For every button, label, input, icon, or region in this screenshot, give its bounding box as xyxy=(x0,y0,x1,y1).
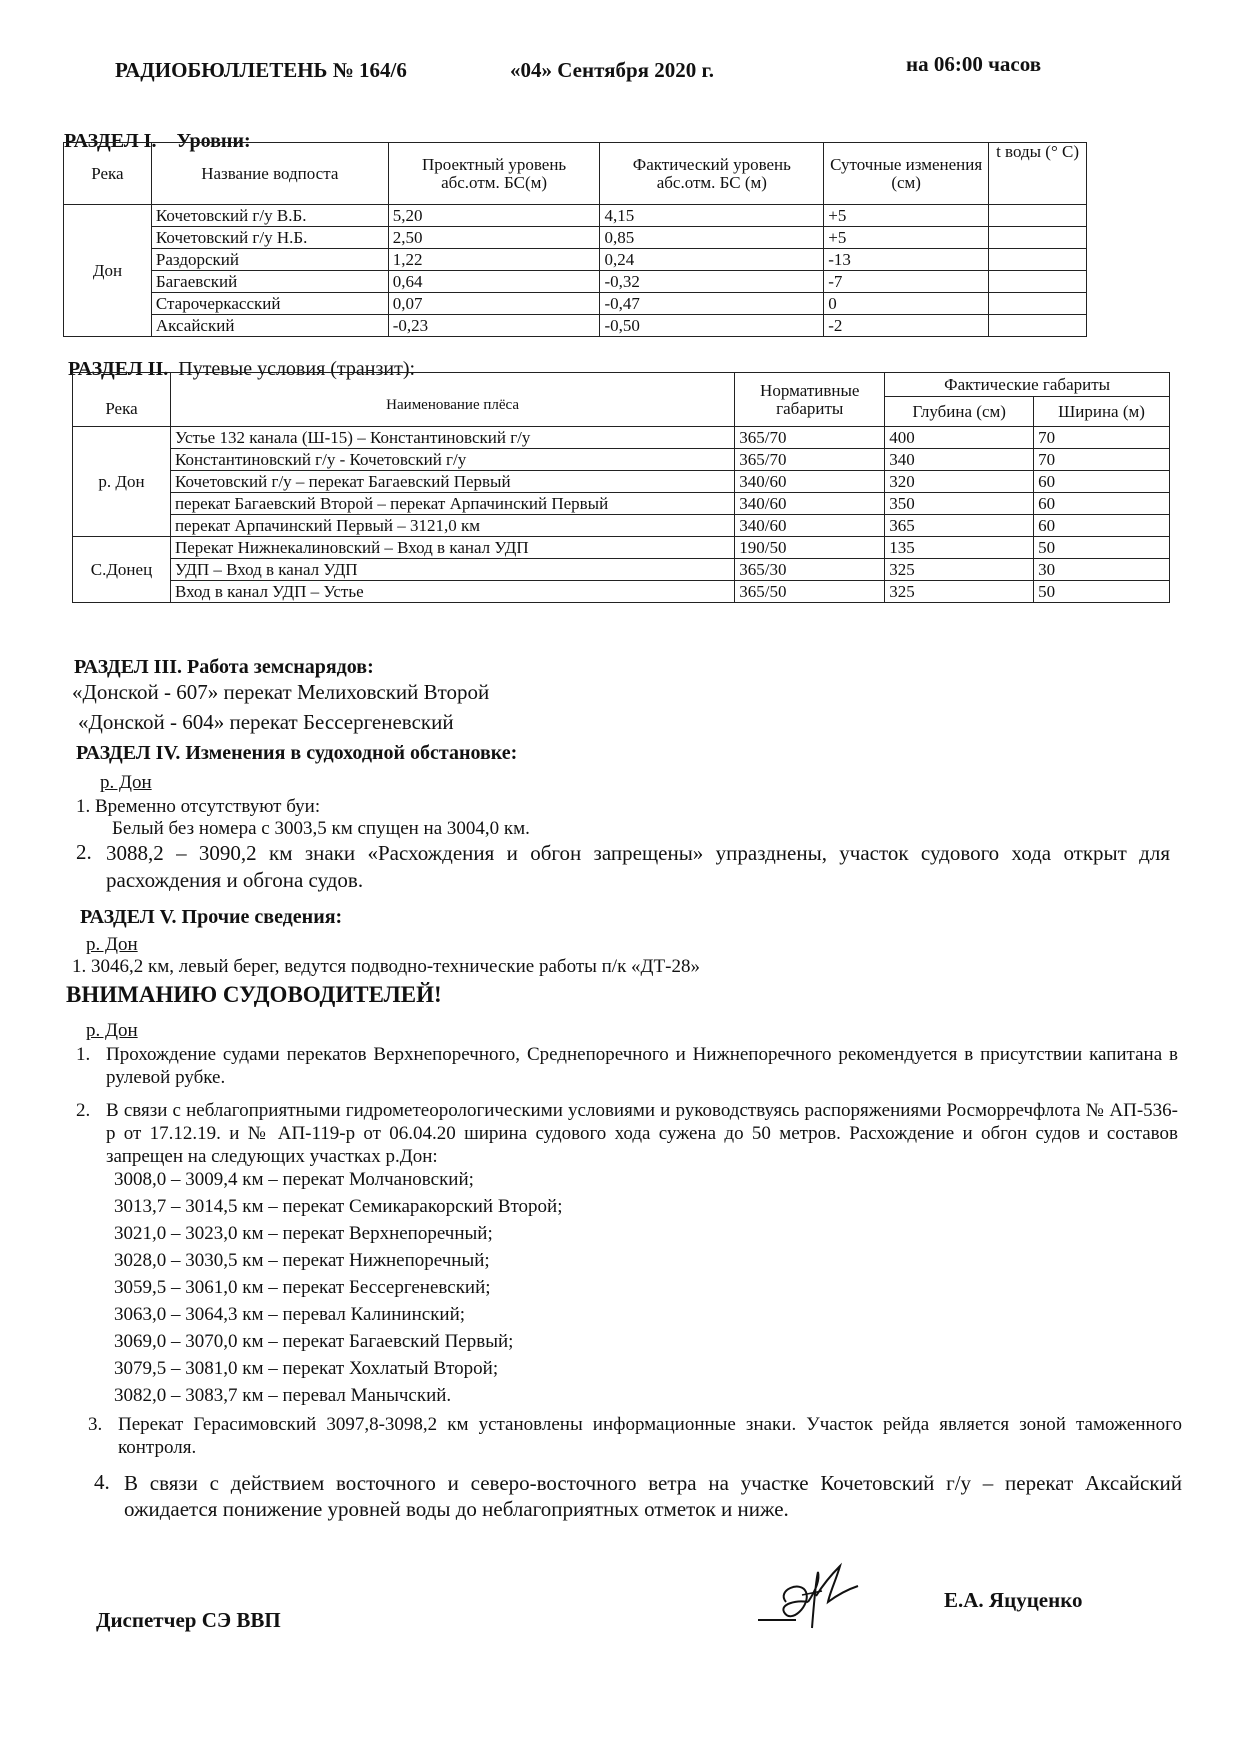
fact-cell: -0,47 xyxy=(600,293,824,315)
transit-river-cell: С.Донец xyxy=(73,537,171,603)
table-row xyxy=(64,227,1087,249)
attention-item3-num: 3. xyxy=(88,1414,103,1435)
transit-table xyxy=(72,372,1170,603)
width-cell: 60 xyxy=(1034,471,1170,493)
post-cell: Багаевский xyxy=(151,271,388,293)
section4-item2-num: 2. xyxy=(76,840,92,864)
transit-header-width: Ширина (м) xyxy=(1034,397,1170,427)
change-cell: 0 xyxy=(824,293,989,315)
list-item: 3063,0 – 3064,3 км – перевал Калининский; xyxy=(114,1304,466,1325)
levels-header-fact: Фактический уровень абс.отм. БС (м) xyxy=(600,143,824,205)
depth-cell: 320 xyxy=(885,471,1034,493)
signer-name: Е.А. Яцуценко xyxy=(944,1588,1083,1612)
table-row xyxy=(64,315,1087,337)
proj-cell: 5,20 xyxy=(388,205,600,227)
transit-header-fact: Фактические габариты xyxy=(885,373,1170,397)
attention-title: ВНИМАНИЮ СУДОВОДИТЕЛЕЙ! xyxy=(66,982,442,1007)
attention-item4-num: 4. xyxy=(94,1470,110,1494)
list-item: 3021,0 – 3023,0 км – перекат Верхнепоречный; xyxy=(114,1223,493,1244)
width-cell: 50 xyxy=(1034,581,1170,603)
depth-cell: 400 xyxy=(885,427,1034,449)
list-item: 3079,5 – 3081,0 км – перекат Хохлатый Второй; xyxy=(114,1358,499,1379)
table-row xyxy=(73,537,1170,559)
section5-river: р. Дон xyxy=(86,934,138,955)
table-row xyxy=(73,581,1170,603)
transit-header-river: Река xyxy=(73,373,171,427)
section4-river: р. Дон xyxy=(100,772,152,793)
depth-cell: 135 xyxy=(885,537,1034,559)
bulletin-time: на 06:00 часов xyxy=(906,52,1042,76)
depth-cell: 350 xyxy=(885,493,1034,515)
levels-header-temp: t воды (° С) xyxy=(989,143,1087,205)
table-row xyxy=(73,515,1170,537)
change-cell: +5 xyxy=(824,227,989,249)
fact-cell: -0,50 xyxy=(600,315,824,337)
table-row xyxy=(64,205,1087,227)
depth-cell: 365 xyxy=(885,515,1034,537)
transit-header-norm: Нормативные габариты xyxy=(735,373,885,427)
transit-header-depth: Глубина (см) xyxy=(885,397,1034,427)
temp-cell xyxy=(989,227,1087,249)
norm-cell: 365/30 xyxy=(735,559,885,581)
reach-cell: Кочетовский г/у – перекат Багаевский Первый xyxy=(170,471,734,493)
change-cell: +5 xyxy=(824,205,989,227)
width-cell: 60 xyxy=(1034,493,1170,515)
width-cell: 50 xyxy=(1034,537,1170,559)
attention-item2-num: 2. xyxy=(76,1100,91,1121)
attention-river: р. Дон xyxy=(86,1020,138,1041)
temp-cell xyxy=(989,315,1087,337)
section1-subtitle: Уровни: xyxy=(176,130,251,152)
levels-header-change: Суточные изменения (см) xyxy=(824,143,989,205)
temp-cell xyxy=(989,249,1087,271)
levels-header-river: Река xyxy=(64,143,152,205)
temp-cell xyxy=(989,293,1087,315)
levels-river-cell: Дон xyxy=(64,205,152,337)
table-row xyxy=(73,427,1170,449)
section4-item1-text: Белый без номера с 3003,5 км спущен на 3004,0 км. xyxy=(112,818,530,839)
levels-table xyxy=(63,142,1087,337)
reach-cell: Константиновский г/у - Кочетовский г/у xyxy=(170,449,734,471)
transit-river-cell: р. Дон xyxy=(73,427,171,537)
list-item: 3082,0 – 3083,7 км – перевал Манычский. xyxy=(114,1385,452,1406)
reach-cell: УДП – Вход в канал УДП xyxy=(170,559,734,581)
temp-cell xyxy=(989,271,1087,293)
table-row xyxy=(73,471,1170,493)
attention-item3-text: Перекат Герасимовский 3097,8-3098,2 км установлены информационные знаки. Участок рейда является зоной таможенного контроля. xyxy=(118,1414,1182,1458)
attention-item1-text: Прохождение судами перекатов Верхнепоречного, Среднепоречного и Нижнепоречного рекомендуется в присутствии капитана в рулевой рубке. xyxy=(106,1044,1178,1088)
fact-cell: -0,32 xyxy=(600,271,824,293)
proj-cell: 0,07 xyxy=(388,293,600,315)
signer-position: Диспетчер СЭ ВВП xyxy=(96,1608,281,1632)
reach-cell: Перекат Нижнекалиновский – Вход в канал УДП xyxy=(170,537,734,559)
attention-item2-text: В связи с неблагоприятными гидрометеорологическими условиями и руководствуясь распоряжениями Росморречфлота № АП-536-р от 17.12.19. и № АП-119-р от 06.04.20 ширина судового хода сужена до 50 метров. Расхождение и обгон судов и составов запрещен на следующих участках р.Дон: xyxy=(106,1100,1178,1167)
post-cell: Кочетовский г/у В.Б. xyxy=(151,205,388,227)
norm-cell: 340/60 xyxy=(735,493,885,515)
width-cell: 30 xyxy=(1034,559,1170,581)
attention-item4-text: В связи с действием восточного и северо-восточного ветра на участке Кочетовский г/у – перекат Аксайский ожидается понижение уровней воды до неблагоприятных отметок и ниже. xyxy=(124,1471,1182,1522)
reach-cell: Вход в канал УДП – Устье xyxy=(170,581,734,603)
section1-title: РАЗДЕЛ I. xyxy=(64,130,157,152)
levels-header-post: Название водпоста xyxy=(151,143,388,205)
section4-title: РАЗДЕЛ IV. Изменения в судоходной обстановке: xyxy=(76,742,518,764)
depth-cell: 325 xyxy=(885,581,1034,603)
change-cell: -7 xyxy=(824,271,989,293)
norm-cell: 365/70 xyxy=(735,427,885,449)
signature-image xyxy=(756,1550,876,1640)
fact-cell: 4,15 xyxy=(600,205,824,227)
post-cell: Старочеркасский xyxy=(151,293,388,315)
transit-header-reach: Наименование плёса xyxy=(170,373,734,427)
section5-title: РАЗДЕЛ V. Прочие сведения: xyxy=(80,906,343,928)
depth-cell: 325 xyxy=(885,559,1034,581)
post-cell: Кочетовский г/у Н.Б. xyxy=(151,227,388,249)
bulletin-date: «04» Сентября 2020 г. xyxy=(510,58,714,82)
table-row xyxy=(73,493,1170,515)
table-row xyxy=(73,559,1170,581)
restricted-sections-list xyxy=(114,1166,563,1409)
list-item: 3069,0 – 3070,0 км – перекат Багаевский Первый; xyxy=(114,1331,514,1352)
levels-header-proj: Проектный уровень абс.отм. БС(м) xyxy=(388,143,600,205)
fact-cell: 0,24 xyxy=(600,249,824,271)
section2-subtitle: Путевые условия (транзит): xyxy=(178,358,416,380)
width-cell: 70 xyxy=(1034,427,1170,449)
transit-header-row xyxy=(73,373,1170,397)
change-cell: -2 xyxy=(824,315,989,337)
norm-cell: 190/50 xyxy=(735,537,885,559)
table-row xyxy=(64,271,1087,293)
proj-cell: 1,22 xyxy=(388,249,600,271)
proj-cell: 2,50 xyxy=(388,227,600,249)
list-item: 3028,0 – 3030,5 км – перекат Нижнепоречный; xyxy=(114,1250,490,1271)
table-row xyxy=(73,449,1170,471)
norm-cell: 340/60 xyxy=(735,471,885,493)
dredger-item: «Донской - 604» перекат Бессергеневский xyxy=(78,710,454,734)
width-cell: 60 xyxy=(1034,515,1170,537)
list-item: 3008,0 – 3009,4 км – перекат Молчановский; xyxy=(114,1169,474,1190)
list-item: 3013,7 – 3014,5 км – перекат Семикаракорский Второй; xyxy=(114,1196,563,1217)
reach-cell: перекат Багаевский Второй – перекат Арпачинский Первый xyxy=(170,493,734,515)
section3-title: РАЗДЕЛ III. Работа земснарядов: xyxy=(74,656,374,678)
post-cell: Аксайский xyxy=(151,315,388,337)
section4-item1-head: 1. Временно отсутствуют буи: xyxy=(76,796,321,817)
proj-cell: -0,23 xyxy=(388,315,600,337)
table-row xyxy=(64,293,1087,315)
section2-title: РАЗДЕЛ II. xyxy=(68,358,169,380)
proj-cell: 0,64 xyxy=(388,271,600,293)
section4-item2-text: 3088,2 – 3090,2 км знаки «Расхождения и обгон запрещены» упразднены, участок судового хода открыт для расхождения и обгона судов. xyxy=(106,841,1170,892)
temp-cell xyxy=(989,205,1087,227)
norm-cell: 365/70 xyxy=(735,449,885,471)
dredger-item: «Донской - 607» перекат Мелиховский Второй xyxy=(72,680,490,704)
norm-cell: 365/50 xyxy=(735,581,885,603)
section5-item1: 1. 3046,2 км, левый берег, ведутся подводно-технические работы п/к «ДТ-28» xyxy=(72,956,700,977)
attention-item1-num: 1. xyxy=(76,1044,91,1065)
width-cell: 70 xyxy=(1034,449,1170,471)
reach-cell: Устье 132 канала (Ш-15) – Константиновский г/у xyxy=(170,427,734,449)
norm-cell: 340/60 xyxy=(735,515,885,537)
depth-cell: 340 xyxy=(885,449,1034,471)
levels-header-row xyxy=(64,143,1087,205)
fact-cell: 0,85 xyxy=(600,227,824,249)
bulletin-title: РАДИОБЮЛЛЕТЕНЬ № 164/6 xyxy=(115,58,407,82)
list-item: 3059,5 – 3061,0 км – перекат Бессергеневский; xyxy=(114,1277,491,1298)
post-cell: Раздорский xyxy=(151,249,388,271)
table-row xyxy=(64,249,1087,271)
reach-cell: перекат Арпачинский Первый – 3121,0 км xyxy=(170,515,734,537)
change-cell: -13 xyxy=(824,249,989,271)
